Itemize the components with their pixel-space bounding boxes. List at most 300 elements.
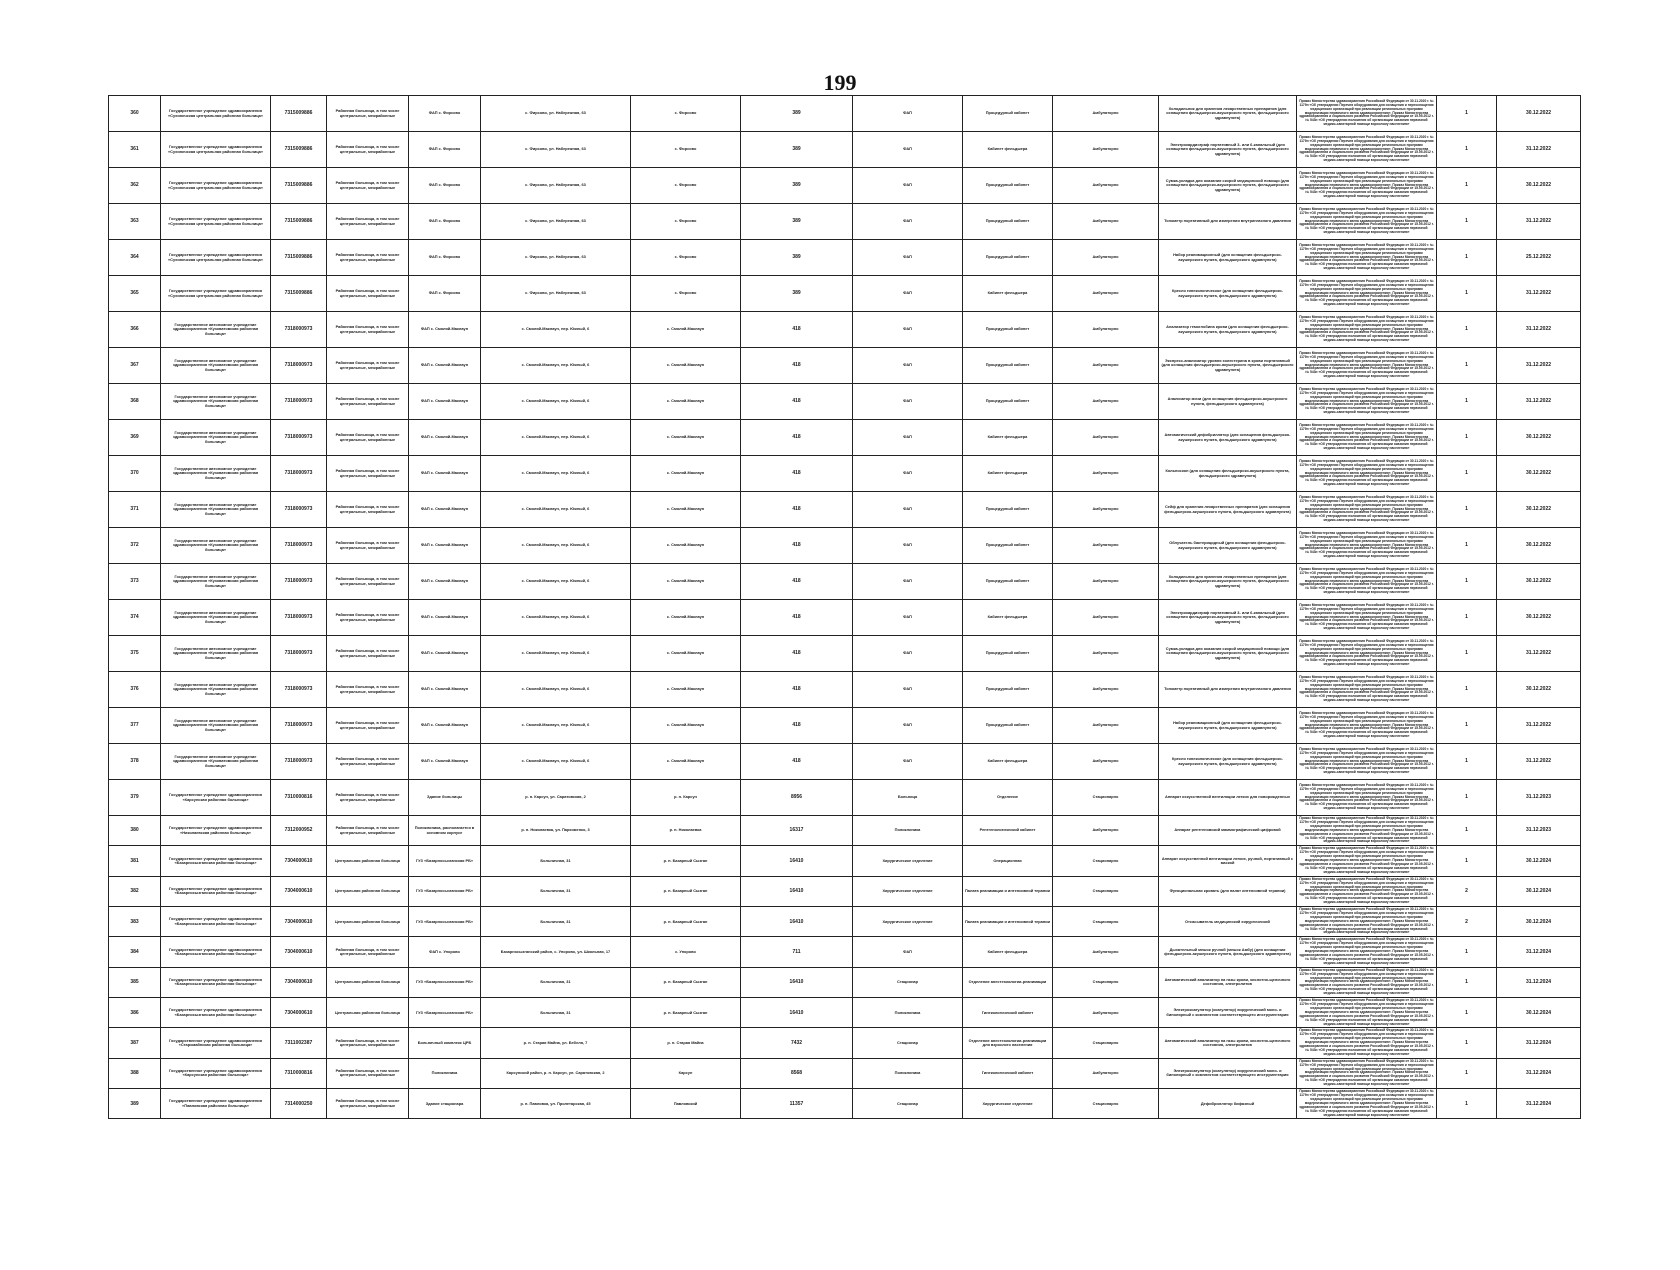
legal-basis: Приказ Министерства здравоохранения Российской Федерации от 30.11.2020 г. № 1179н «Об утверждении Перечня оборудования для оснащения и переоснащения медицинских организаций при реализации региональных программ модернизации первичного звена здравоохранения». Приказ Министерства здравоохранения и социального развития Российской Федерации от 15.05.2012 г. № 543н «Об утверждении положения об организации оказания первичной медико-санитарной помощи взрослому населению»	[1297, 672, 1437, 708]
equipment-name: Электрокардиограф портативный 3- или 6-канальный (для оснащения фельдшерско-акушерского пункта, фельдшерского здравпункта)	[1159, 600, 1297, 636]
locality: с. Смоляй-Маклаун	[631, 420, 741, 456]
unit-address: с. Смоляй-Маклаун, пер. Южный, 6	[481, 708, 631, 744]
equipment-name: Отсасыватель медицинский хирургический	[1159, 907, 1297, 937]
quantity: 1	[1437, 708, 1497, 744]
legal-basis: Приказ Министерства здравоохранения Российской Федерации от 30.11.2020 г. № 1179н «Об утверждении Перечня оборудования для оснащения и переоснащения медицинских организаций при реализации региональных программ модернизации первичного звена здравоохранения». Приказ Министерства здравоохранения и социального развития Российской Федерации от 15.05.2012 г. № 543н «Об утверждении положения об организации оказания первичной медико-санитарной помощи взрослому населению»	[1297, 168, 1437, 204]
quantity: 1	[1437, 528, 1497, 564]
table-row	[109, 672, 1581, 708]
room-name: Хирургическое отделение	[963, 1089, 1053, 1119]
room-name: Процедурный кабинет	[963, 672, 1053, 708]
legal-basis: Приказ Министерства здравоохранения Российской Федерации от 30.11.2020 г. № 1179н «Об утверждении Перечня оборудования для оснащения и переоснащения медицинских организаций при реализации региональных программ модернизации первичного звена здравоохранения». Приказ Министерства здравоохранения и социального развития Российской Федерации от 15.05.2012 г. № 543н «Об утверждении положения об организации оказания первичной медико-санитарной помощи взрослому населению»	[1297, 998, 1437, 1028]
organization-code: 7315009886	[271, 132, 327, 168]
population: 418	[741, 528, 853, 564]
structural-unit: Поликлиника, располагается в основном корпусе	[409, 816, 481, 846]
unit-address: с. Смоляй-Маклаун, пер. Южный, 6	[481, 744, 631, 780]
care-profile: Амбулаторно	[1053, 708, 1159, 744]
unit-address: р. п. Николаевка, ул. Пархоменко, 3	[481, 816, 631, 846]
table-row	[109, 780, 1581, 816]
organization-name: Государственное автономное учреждение здравоохранения «Кузоватовская районная больница»	[161, 744, 271, 780]
population: 418	[741, 492, 853, 528]
equipment-name: Дыхательный мешок ручной (мешок Амбу) (для оснащения фельдшерско-акушерского пункта, фельдшерского здравпункта)	[1159, 937, 1297, 967]
table-row	[109, 1028, 1581, 1058]
locality: р. п. Базарный Сызган	[631, 907, 741, 937]
unit-address: с. Фирсово, ул. Набережная, 63	[481, 168, 631, 204]
delivery-date: 30.12.2022	[1497, 528, 1581, 564]
equipment-name: Автоматический анализатор на газы крови, кислотно-щелочного состояния, электролитов	[1159, 967, 1297, 997]
equipment-name: Электрокардиограф портативный 3- или 6-канальный (для оснащения фельдшерско-акушерского пункта, фельдшерского здравпункта)	[1159, 132, 1297, 168]
organization-code: 7318000973	[271, 708, 327, 744]
unit-address: Карсунский район, р. п. Карсун, ул. Саратовская, 2	[481, 1058, 631, 1088]
care-profile: Амбулаторно	[1053, 312, 1159, 348]
row-number: 378	[109, 744, 161, 780]
equipment-name: Сейф для хранения лекарственных препаратов (для оснащения фельдшерско-акушерского пункта, фельдшерского здравпункта)	[1159, 492, 1297, 528]
quantity: 1	[1437, 456, 1497, 492]
care-profile: Амбулаторно	[1053, 744, 1159, 780]
organization-name: Государственное учреждение здравоохранения «Карсунская районная больница»	[161, 1058, 271, 1088]
care-profile: Стационарно	[1053, 1028, 1159, 1058]
quantity: 1	[1437, 780, 1497, 816]
structural-unit: ФАП с. Смоляй-Маклаун	[409, 636, 481, 672]
legal-basis: Приказ Министерства здравоохранения Российской Федерации от 30.11.2020 г. № 1179н «Об утверждении Перечня оборудования для оснащения и переоснащения медицинских организаций при реализации региональных программ модернизации первичного звена здравоохранения». Приказ Министерства здравоохранения и социального развития Российской Федерации от 15.05.2012 г. № 543н «Об утверждении положения об организации оказания первичной медико-санитарной помощи взрослому населению»	[1297, 744, 1437, 780]
population: 418	[741, 564, 853, 600]
organization-type: Центральная районная больница	[327, 907, 409, 937]
organization-code: 7318000973	[271, 492, 327, 528]
row-number: 383	[109, 907, 161, 937]
organization-type: Районная больница, в том числе центральные, межрайонные	[327, 780, 409, 816]
row-number: 367	[109, 348, 161, 384]
organization-type: Районная больница, в том числе центральные, межрайонные	[327, 937, 409, 967]
page-number: 199	[823, 70, 857, 95]
structural-unit: ФАП с. Фирсово	[409, 168, 481, 204]
organization-name: Государственное автономное учреждение здравоохранения «Кузоватовская районная больница»	[161, 492, 271, 528]
delivery-date: 31.12.2024	[1497, 1028, 1581, 1058]
care-profile: Амбулаторно	[1053, 816, 1159, 846]
population: 16410	[741, 907, 853, 937]
room-name: Гинекологический кабинет	[963, 1058, 1053, 1088]
legal-basis: Приказ Министерства здравоохранения Российской Федерации от 30.11.2020 г. № 1179н «Об утверждении Перечня оборудования для оснащения и переоснащения медицинских организаций при реализации региональных программ модернизации первичного звена здравоохранения». Приказ Министерства здравоохранения и социального развития Российской Федерации от 15.05.2012 г. № 543н «Об утверждении положения об организации оказания первичной медико-санитарной помощи взрослому населению»	[1297, 780, 1437, 816]
delivery-date: 30.12.2024	[1497, 846, 1581, 876]
structural-unit: ФАП с. Смоляй-Маклаун	[409, 528, 481, 564]
quantity: 1	[1437, 348, 1497, 384]
delivery-date: 31.12.2022	[1497, 132, 1581, 168]
organization-code: 7318000973	[271, 600, 327, 636]
unit-address: с. Смоляй-Маклаун, пер. Южный, 6	[481, 600, 631, 636]
table-row	[109, 384, 1581, 420]
unit-kind: ФАП	[853, 312, 963, 348]
table-row	[109, 600, 1581, 636]
unit-address: с. Смоляй-Маклаун, пер. Южный, 6	[481, 348, 631, 384]
structural-unit: ГУЗ «Базарносызганская РБ»	[409, 967, 481, 997]
unit-address: с. Смоляй-Маклаун, пер. Южный, 6	[481, 420, 631, 456]
unit-address: Базарносызганский район, с. Упорово, ул. Школьная, 17	[481, 937, 631, 967]
organization-type: Районная больница, в том числе центральные, межрайонные	[327, 96, 409, 132]
organization-name: Государственное учреждение здравоохранения «Базарносызганская районная больница»	[161, 846, 271, 876]
population: 16410	[741, 876, 853, 906]
care-profile: Амбулаторно	[1053, 384, 1159, 420]
population: 418	[741, 672, 853, 708]
quantity: 1	[1437, 312, 1497, 348]
population: 418	[741, 456, 853, 492]
care-profile: Амбулаторно	[1053, 276, 1159, 312]
locality: с. Смоляй-Маклаун	[631, 672, 741, 708]
unit-kind: Хирургическое отделение	[853, 907, 963, 937]
unit-kind: ФАП	[853, 492, 963, 528]
organization-code: 7315009886	[271, 240, 327, 276]
locality: р. п. Базарный Сызган	[631, 967, 741, 997]
delivery-date: 30.12.2022	[1497, 672, 1581, 708]
locality: с. Смоляй-Маклаун	[631, 384, 741, 420]
room-name: Кабинет фельдшера	[963, 600, 1053, 636]
structural-unit: ГУЗ «Базарносызганская РБ»	[409, 846, 481, 876]
structural-unit: ФАП с. Смоляй-Маклаун	[409, 312, 481, 348]
table-row	[109, 528, 1581, 564]
room-name: Процедурный кабинет	[963, 240, 1053, 276]
legal-basis: Приказ Министерства здравоохранения Российской Федерации от 30.11.2020 г. № 1179н «Об утверждении Перечня оборудования для оснащения и переоснащения медицинских организаций при реализации региональных программ модернизации первичного звена здравоохранения». Приказ Министерства здравоохранения и социального развития Российской Федерации от 15.05.2012 г. № 543н «Об утверждении положения об организации оказания первичной медико-санитарной помощи взрослому населению»	[1297, 492, 1437, 528]
table-row	[109, 744, 1581, 780]
legal-basis: Приказ Министерства здравоохранения Российской Федерации от 30.11.2020 г. № 1179н «Об утверждении Перечня оборудования для оснащения и переоснащения медицинских организаций при реализации региональных программ модернизации первичного звена здравоохранения». Приказ Министерства здравоохранения и социального развития Российской Федерации от 15.05.2012 г. № 543н «Об утверждении положения об организации оказания первичной медико-санитарной помощи взрослому населению»	[1297, 708, 1437, 744]
locality: с. Фирсово	[631, 96, 741, 132]
care-profile: Амбулаторно	[1053, 937, 1159, 967]
locality: с. Фирсово	[631, 132, 741, 168]
organization-type: Районная больница, в том числе центральные, межрайонные	[327, 744, 409, 780]
organization-code: 7318000973	[271, 528, 327, 564]
row-number: 376	[109, 672, 161, 708]
organization-type: Районная больница, в том числе центральные, межрайонные	[327, 420, 409, 456]
unit-address: с. Смоляй-Маклаун, пер. Южный, 6	[481, 312, 631, 348]
organization-type: Районная больница, в том числе центральные, межрайонные	[327, 1089, 409, 1119]
delivery-date: 31.12.2022	[1497, 276, 1581, 312]
unit-address: р. п. Карсун, ул. Саратовская, 2	[481, 780, 631, 816]
legal-basis: Приказ Министерства здравоохранения Российской Федерации от 30.11.2020 г. № 1179н «Об утверждении Перечня оборудования для оснащения и переоснащения медицинских организаций при реализации региональных программ модернизации первичного звена здравоохранения». Приказ Министерства здравоохранения и социального развития Российской Федерации от 15.05.2012 г. № 543н «Об утверждении положения об организации оказания первичной медико-санитарной помощи взрослому населению»	[1297, 816, 1437, 846]
room-name: Процедурный кабинет	[963, 168, 1053, 204]
care-profile: Стационарно	[1053, 876, 1159, 906]
quantity: 1	[1437, 816, 1497, 846]
quantity: 1	[1437, 564, 1497, 600]
population: 389	[741, 204, 853, 240]
organization-code: 7304000610	[271, 846, 327, 876]
legal-basis: Приказ Министерства здравоохранения Российской Федерации от 30.11.2020 г. № 1179н «Об утверждении Перечня оборудования для оснащения и переоснащения медицинских организаций при реализации региональных программ модернизации первичного звена здравоохранения». Приказ Министерства здравоохранения и социального развития Российской Федерации от 15.05.2012 г. № 543н «Об утверждении положения об организации оказания первичной медико-санитарной помощи взрослому населению»	[1297, 420, 1437, 456]
unit-address: с. Смоляй-Маклаун, пер. Южный, 6	[481, 384, 631, 420]
equipment-name: Аппарат искусственной вентиляции легких для новорожденных	[1159, 780, 1297, 816]
organization-code: 7318000973	[271, 312, 327, 348]
row-number: 372	[109, 528, 161, 564]
row-number: 361	[109, 132, 161, 168]
unit-address: Больничная, 31	[481, 998, 631, 1028]
locality: с. Смоляй-Маклаун	[631, 528, 741, 564]
room-name: Гинекологический кабинет	[963, 998, 1053, 1028]
organization-code: 7304000610	[271, 907, 327, 937]
unit-kind: ФАП	[853, 132, 963, 168]
locality: с. Смоляй-Маклаун	[631, 564, 741, 600]
care-profile: Амбулаторно	[1053, 998, 1159, 1028]
quantity: 1	[1437, 967, 1497, 997]
unit-address: Больничная, 31	[481, 907, 631, 937]
quantity: 1	[1437, 744, 1497, 780]
equipment-name: Экспресс-анализатор уровня холестерина в крови портативный (для оснащения фельдшерско-акушерского пункта, фельдшерского здравпункта)	[1159, 348, 1297, 384]
population: 7432	[741, 1028, 853, 1058]
legal-basis: Приказ Министерства здравоохранения Российской Федерации от 30.11.2020 г. № 1179н «Об утверждении Перечня оборудования для оснащения и переоснащения медицинских организаций при реализации региональных программ модернизации первичного звена здравоохранения». Приказ Министерства здравоохранения и социального развития Российской Федерации от 15.05.2012 г. № 543н «Об утверждении положения об организации оказания первичной медико-санитарной помощи взрослому населению»	[1297, 132, 1437, 168]
locality: с. Смоляй-Маклаун	[631, 708, 741, 744]
organization-code: 7312000952	[271, 816, 327, 846]
table-row	[109, 708, 1581, 744]
organization-code: 7318000973	[271, 420, 327, 456]
care-profile: Амбулаторно	[1053, 240, 1159, 276]
care-profile: Амбулаторно	[1053, 348, 1159, 384]
delivery-date: 30.12.2024	[1497, 876, 1581, 906]
row-number: 379	[109, 780, 161, 816]
delivery-date: 31.12.2022	[1497, 708, 1581, 744]
organization-type: Районная больница, в том числе центральные, межрайонные	[327, 564, 409, 600]
organization-code: 7304000610	[271, 998, 327, 1028]
unit-address: с. Фирсово, ул. Набережная, 63	[481, 276, 631, 312]
unit-kind: Поликлиника	[853, 998, 963, 1028]
population: 8956	[741, 780, 853, 816]
room-name: Рентгенологический кабинет	[963, 816, 1053, 846]
legal-basis: Приказ Министерства здравоохранения Российской Федерации от 30.11.2020 г. № 1179н «Об утверждении Перечня оборудования для оснащения и переоснащения медицинских организаций при реализации региональных программ модернизации первичного звена здравоохранения». Приказ Министерства здравоохранения и социального развития Российской Федерации от 15.05.2012 г. № 543н «Об утверждении положения об организации оказания первичной медико-санитарной помощи взрослому населению»	[1297, 96, 1437, 132]
unit-address: с. Фирсово, ул. Набережная, 63	[481, 204, 631, 240]
organization-name: Государственное автономное учреждение здравоохранения «Кузоватовская районная больница»	[161, 528, 271, 564]
unit-kind: ФАП	[853, 937, 963, 967]
organization-name: Государственное автономное учреждение здравоохранения «Кузоватовская районная больница»	[161, 600, 271, 636]
row-number: 363	[109, 204, 161, 240]
register-body	[109, 96, 1581, 1119]
locality: с. Смоляй-Маклаун	[631, 744, 741, 780]
quantity: 1	[1437, 168, 1497, 204]
row-number: 366	[109, 312, 161, 348]
table-row	[109, 96, 1581, 132]
delivery-date: 31.12.2024	[1497, 1058, 1581, 1088]
quantity: 2	[1437, 907, 1497, 937]
equipment-name: Анализатор гемоглобина крови (для оснащения фельдшерско-акушерского пункта, фельдшерского здравпункта)	[1159, 312, 1297, 348]
room-name: Процедурный кабинет	[963, 204, 1053, 240]
equipment-name: Кольпоскоп (для оснащения фельдшерско-акушерского пункта, фельдшерского здравпункта)	[1159, 456, 1297, 492]
unit-kind: ФАП	[853, 600, 963, 636]
row-number: 368	[109, 384, 161, 420]
structural-unit: ФАП с. Смоляй-Маклаун	[409, 672, 481, 708]
structural-unit: Здание больницы	[409, 780, 481, 816]
row-number: 381	[109, 846, 161, 876]
row-number: 360	[109, 96, 161, 132]
organization-type: Районная больница, в том числе центральные, межрайонные	[327, 1028, 409, 1058]
care-profile: Амбулаторно	[1053, 168, 1159, 204]
unit-kind: ФАП	[853, 276, 963, 312]
equipment-name: Сумка-укладка для оказания скорой медицинской помощи (для оснащения фельдшерско-акушерского пункта, фельдшерского здравпункта)	[1159, 636, 1297, 672]
quantity: 1	[1437, 1028, 1497, 1058]
population: 389	[741, 276, 853, 312]
care-profile: Амбулаторно	[1053, 492, 1159, 528]
organization-name: Государственное автономное учреждение здравоохранения «Кузоватовская районная больница»	[161, 708, 271, 744]
equipment-register-table	[108, 95, 1581, 1119]
table-row	[109, 967, 1581, 997]
organization-name: Государственное учреждение здравоохранения «Павловская районная больница»	[161, 1089, 271, 1119]
care-profile: Амбулаторно	[1053, 456, 1159, 492]
organization-name: Государственное учреждение здравоохранения «Николаевская районная больница»	[161, 816, 271, 846]
delivery-date: 25.12.2022	[1497, 240, 1581, 276]
unit-kind: ФАП	[853, 240, 963, 276]
room-name: Операционная	[963, 846, 1053, 876]
delivery-date: 30.12.2022	[1497, 168, 1581, 204]
unit-kind: ФАП	[853, 708, 963, 744]
quantity: 1	[1437, 937, 1497, 967]
legal-basis: Приказ Министерства здравоохранения Российской Федерации от 30.11.2020 г. № 1179н «Об утверждении Перечня оборудования для оснащения и переоснащения медицинских организаций при реализации региональных программ модернизации первичного звена здравоохранения». Приказ Министерства здравоохранения и социального развития Российской Федерации от 15.05.2012 г. № 543н «Об утверждении положения об организации оказания первичной медико-санитарной помощи взрослому населению»	[1297, 384, 1437, 420]
row-number: 380	[109, 816, 161, 846]
organization-type: Районная больница, в том числе центральные, межрайонные	[327, 708, 409, 744]
unit-address: с. Смоляй-Маклаун, пер. Южный, 6	[481, 492, 631, 528]
organization-name: Государственное учреждение здравоохранения «Сухиничская центральная районная больница»	[161, 240, 271, 276]
equipment-name: Электрокоагулятор (коагулятор) хирургический моно- и биполярный с комплектом соответствующего инструментария	[1159, 998, 1297, 1028]
row-number: 389	[109, 1089, 161, 1119]
unit-kind: ФАП	[853, 564, 963, 600]
locality: с. Фирсово	[631, 168, 741, 204]
legal-basis: Приказ Министерства здравоохранения Российской Федерации от 30.11.2020 г. № 1179н «Об утверждении Перечня оборудования для оснащения и переоснащения медицинских организаций при реализации региональных программ модернизации первичного звена здравоохранения». Приказ Министерства здравоохранения и социального развития Российской Федерации от 15.05.2012 г. № 543н «Об утверждении положения об организации оказания первичной медико-санитарной помощи взрослому населению»	[1297, 1058, 1437, 1088]
equipment-name: Анализатор мочи (для оснащения фельдшерско-акушерского пункта, фельдшерского здравпункта)	[1159, 384, 1297, 420]
equipment-name: Тонометр портативный для измерения внутриглазного давления	[1159, 204, 1297, 240]
equipment-name: Набор реанимационный (для оснащения фельдшерско-акушерского пункта, фельдшерского здравпункта)	[1159, 240, 1297, 276]
quantity: 1	[1437, 636, 1497, 672]
table-row	[109, 240, 1581, 276]
organization-type: Районная больница, в том числе центральные, межрайонные	[327, 456, 409, 492]
locality: р. п. Базарный Сызган	[631, 846, 741, 876]
locality: с. Фирсово	[631, 240, 741, 276]
equipment-name: Автоматический дефибриллятор (для оснащения фельдшерско-акушерского пункта, фельдшерского здравпункта)	[1159, 420, 1297, 456]
equipment-name: Холодильник для хранения лекарственных препаратов (для оснащения фельдшерско-акушерского пункта, фельдшерского здравпункта)	[1159, 96, 1297, 132]
population: 711	[741, 937, 853, 967]
delivery-date: 31.12.2022	[1497, 204, 1581, 240]
organization-code: 7318000973	[271, 672, 327, 708]
organization-code: 7318000973	[271, 456, 327, 492]
unit-address: р. п. Старая Майна, ул. Бебеля, 7	[481, 1028, 631, 1058]
room-name: Процедурный кабинет	[963, 312, 1053, 348]
table-row	[109, 1058, 1581, 1088]
quantity: 1	[1437, 132, 1497, 168]
quantity: 1	[1437, 846, 1497, 876]
legal-basis: Приказ Министерства здравоохранения Российской Федерации от 30.11.2020 г. № 1179н «Об утверждении Перечня оборудования для оснащения и переоснащения медицинских организаций при реализации региональных программ модернизации первичного звена здравоохранения». Приказ Министерства здравоохранения и социального развития Российской Федерации от 15.05.2012 г. № 543н «Об утверждении положения об организации оказания первичной медико-санитарной помощи взрослому населению»	[1297, 456, 1437, 492]
care-profile: Стационарно	[1053, 780, 1159, 816]
quantity: 1	[1437, 204, 1497, 240]
locality: Павловский	[631, 1089, 741, 1119]
care-profile: Амбулаторно	[1053, 96, 1159, 132]
locality: с. Смоляй-Маклаун	[631, 456, 741, 492]
population: 16410	[741, 846, 853, 876]
unit-kind: ФАП	[853, 744, 963, 780]
care-profile: Стационарно	[1053, 967, 1159, 997]
organization-code: 7315009886	[271, 276, 327, 312]
organization-name: Государственное учреждение здравоохранения «Сухиничская центральная районная больница»	[161, 96, 271, 132]
locality: с. Фирсово	[631, 204, 741, 240]
delivery-date: 31.12.2022	[1497, 744, 1581, 780]
row-number: 371	[109, 492, 161, 528]
structural-unit: ФАП с. Фирсово	[409, 276, 481, 312]
population: 418	[741, 420, 853, 456]
legal-basis: Приказ Министерства здравоохранения Российской Федерации от 30.11.2020 г. № 1179н «Об утверждении Перечня оборудования для оснащения и переоснащения медицинских организаций при реализации региональных программ модернизации первичного звена здравоохранения». Приказ Министерства здравоохранения и социального развития Российской Федерации от 15.05.2012 г. № 543н «Об утверждении положения об организации оказания первичной медико-санитарной помощи взрослому населению»	[1297, 528, 1437, 564]
unit-kind: Стационар	[853, 1028, 963, 1058]
organization-name: Государственное автономное учреждение здравоохранения «Кузоватовская районная больница»	[161, 384, 271, 420]
room-name: Процедурный кабинет	[963, 636, 1053, 672]
row-number: 375	[109, 636, 161, 672]
row-number: 365	[109, 276, 161, 312]
delivery-date: 31.12.2022	[1497, 636, 1581, 672]
equipment-name: Аппарат искусственной вентиляции легких, ручной, портативный с маской	[1159, 846, 1297, 876]
locality: с. Фирсово	[631, 276, 741, 312]
organization-name: Государственное автономное учреждение здравоохранения «Кузоватовская районная больница»	[161, 456, 271, 492]
quantity: 1	[1437, 240, 1497, 276]
equipment-name: Дефибриллятор бифазный	[1159, 1089, 1297, 1119]
room-name: Процедурный кабинет	[963, 384, 1053, 420]
organization-code: 7315009886	[271, 204, 327, 240]
table-row	[109, 168, 1581, 204]
row-number: 384	[109, 937, 161, 967]
organization-type: Районная больница, в том числе центральные, межрайонные	[327, 636, 409, 672]
population: 389	[741, 168, 853, 204]
organization-code: 7304000610	[271, 937, 327, 967]
delivery-date: 30.12.2022	[1497, 456, 1581, 492]
care-profile: Стационарно	[1053, 907, 1159, 937]
structural-unit: ФАП с. Смоляй-Маклаун	[409, 600, 481, 636]
row-number: 385	[109, 967, 161, 997]
room-name: Кабинет фельдшера	[963, 744, 1053, 780]
organization-name: Государственное автономное учреждение здравоохранения «Кузоватовская районная больница»	[161, 564, 271, 600]
unit-kind: ФАП	[853, 672, 963, 708]
organization-code: 7311002387	[271, 1028, 327, 1058]
room-name: Кабинет фельдшера	[963, 456, 1053, 492]
room-name: Отделение анестезиологии-реанимации для взрослого населения	[963, 1028, 1053, 1058]
organization-type: Районная больница, в том числе центральные, межрайонные	[327, 276, 409, 312]
structural-unit: ГУЗ «Базарносызганская РБ»	[409, 876, 481, 906]
care-profile: Амбулаторно	[1053, 1058, 1159, 1088]
locality: р. п. Базарный Сызган	[631, 876, 741, 906]
organization-type: Районная больница, в том числе центральные, межрайонные	[327, 492, 409, 528]
unit-kind: ФАП	[853, 96, 963, 132]
unit-address: Больничная, 31	[481, 846, 631, 876]
structural-unit: ФАП с. Смоляй-Маклаун	[409, 744, 481, 780]
unit-kind: ФАП	[853, 456, 963, 492]
unit-kind: Больница	[853, 780, 963, 816]
organization-name: Государственное автономное учреждение здравоохранения «Кузоватовская районная больница»	[161, 420, 271, 456]
unit-address: с. Фирсово, ул. Набережная, 63	[481, 96, 631, 132]
unit-kind: Стационар	[853, 1089, 963, 1119]
equipment-name: Тонометр портативный для измерения внутриглазного давления	[1159, 672, 1297, 708]
table-row	[109, 276, 1581, 312]
locality: с. Смоляй-Маклаун	[631, 312, 741, 348]
table-row	[109, 907, 1581, 937]
population: 389	[741, 132, 853, 168]
structural-unit: Поликлиника	[409, 1058, 481, 1088]
delivery-date: 30.12.2024	[1497, 907, 1581, 937]
structural-unit: ФАП с. Смоляй-Маклаун	[409, 708, 481, 744]
room-name: Кабинет фельдшера	[963, 937, 1053, 967]
organization-name: Государственное учреждение здравоохранения «Базарносызганская районная больница»	[161, 876, 271, 906]
delivery-date: 30.12.2022	[1497, 420, 1581, 456]
delivery-date: 31.12.2024	[1497, 1089, 1581, 1119]
equipment-name: Облучатель бактерицидный (для оснащения фельдшерско-акушерского пункта, фельдшерского здравпункта)	[1159, 528, 1297, 564]
population: 418	[741, 744, 853, 780]
table-row	[109, 204, 1581, 240]
legal-basis: Приказ Министерства здравоохранения Российской Федерации от 30.11.2020 г. № 1179н «Об утверждении Перечня оборудования для оснащения и переоснащения медицинских организаций при реализации региональных программ модернизации первичного звена здравоохранения». Приказ Министерства здравоохранения и социального развития Российской Федерации от 15.05.2012 г. № 543н «Об утверждении положения об организации оказания первичной медико-санитарной помощи взрослому населению»	[1297, 937, 1437, 967]
row-number: 373	[109, 564, 161, 600]
organization-code: 7315009886	[271, 168, 327, 204]
locality: р. п. Николаевка	[631, 816, 741, 846]
room-name: Палата реанимации и интенсивной терапии	[963, 876, 1053, 906]
organization-name: Государственное учреждение здравоохранения «Старомайнская районная больница»	[161, 1028, 271, 1058]
organization-code: 7310000816	[271, 780, 327, 816]
organization-type: Центральная районная больница	[327, 846, 409, 876]
structural-unit: ФАП с. Смоляй-Маклаун	[409, 348, 481, 384]
table-row	[109, 876, 1581, 906]
delivery-date: 30.12.2022	[1497, 600, 1581, 636]
organization-name: Государственное учреждение здравоохранения «Карсунская районная больница»	[161, 780, 271, 816]
unit-address: с. Фирсово, ул. Набережная, 63	[481, 132, 631, 168]
delivery-date: 31.12.2022	[1497, 312, 1581, 348]
